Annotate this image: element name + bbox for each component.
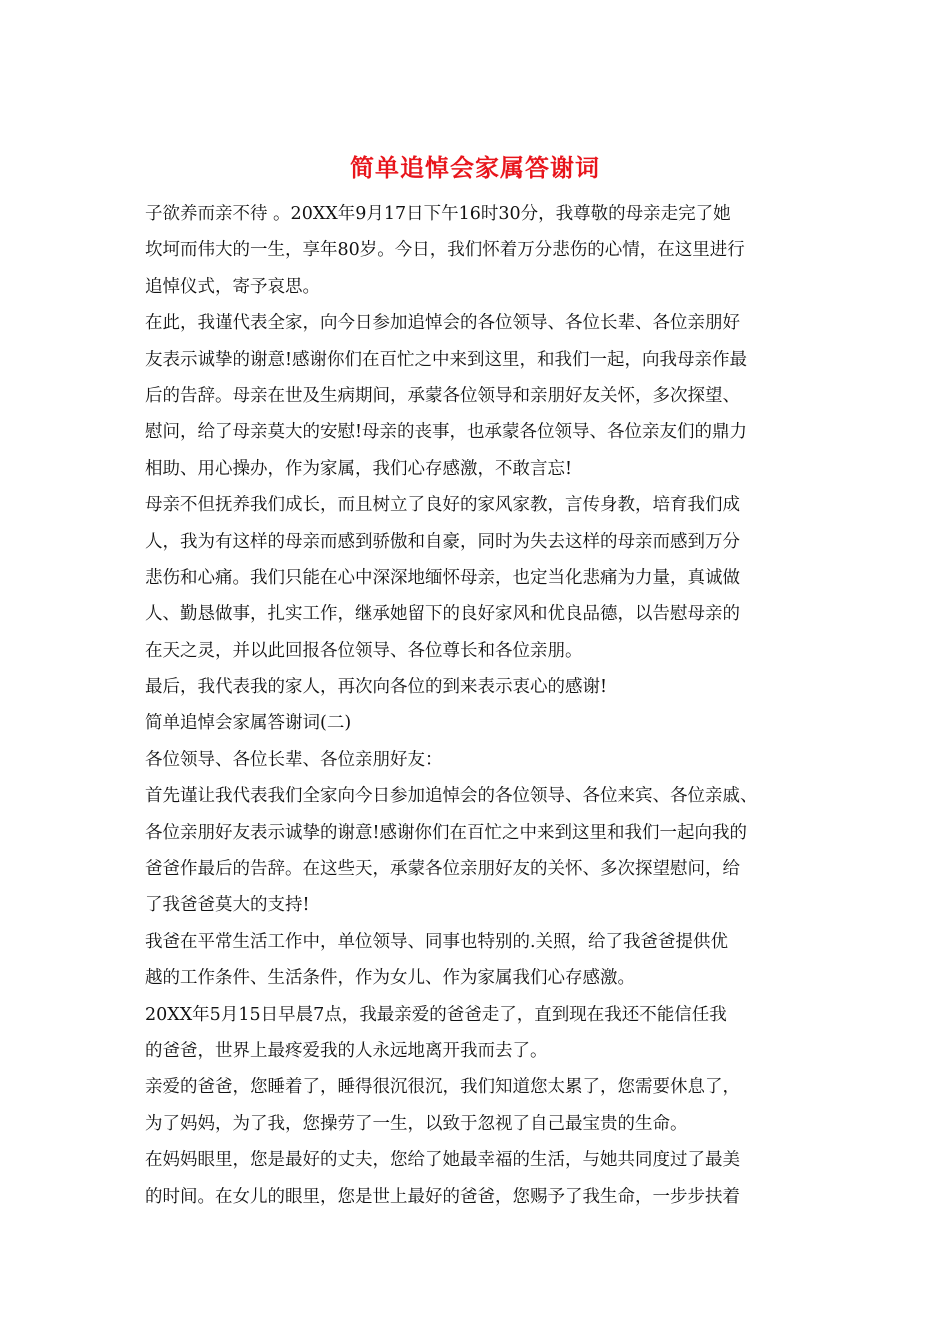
document-title: 简单追悼会家属答谢词 — [350, 154, 600, 182]
text-line: 悲伤和心痛。我们只能在心中深深地缅怀母亲，也定当化悲痛为力量，真诚做 — [145, 567, 740, 588]
text-line: 母亲不但抚养我们成长，而且树立了良好的家风家教，言传身教，培育我们成 — [145, 495, 740, 516]
text-line: 子欲养而亲不待 。20XX年9月17日下午16时30分，我尊敬的母亲走完了她 — [145, 204, 731, 224]
text-line: 最后，我代表我的家人，再次向各位的到来表示衷心的感谢! — [145, 677, 608, 698]
text-line: 的爸爸，世界上最疼爱我的人永远地离开我而去了。 — [145, 1040, 548, 1061]
section-heading: 简单追悼会家属答谢词(二) — [145, 713, 352, 734]
text-line: 我爸在平常生活工作中，单位领导、同事也特别的.关照，给了我爸爸提供优 — [145, 931, 729, 952]
text-line: 20XX年5月15日早晨7点，我最亲爱的爸爸走了，直到现在我还不能信任我 — [145, 1004, 727, 1025]
text-line: 在妈妈眼里，您是最好的丈夫，您给了她最幸福的生活，与她共同度过了最美 — [145, 1150, 740, 1171]
text-line: 越的工作条件、生活条件，作为女儿、作为家属我们心存感激。 — [145, 968, 635, 989]
text-line: 各位亲朋好友表示诚挚的谢意!感谢你们在百忙之中来到这里和我们一起向我的 — [145, 822, 748, 843]
text-line: 相助、用心操办，作为家属，我们心存感激，不敢言忘! — [145, 458, 573, 479]
text-line: 追悼仪式，寄予哀思。 — [145, 276, 320, 297]
text-line: 友表示诚挚的谢意!感谢你们在百忙之中来到这里，和我们一起，向我母亲作最 — [145, 349, 748, 370]
text-line: 为了妈妈，为了我，您操劳了一生，以致于忽视了自己最宝贵的生命。 — [145, 1113, 688, 1134]
text-line: 了我爸爸莫大的支持! — [145, 895, 310, 916]
text-line: 爸爸作最后的告辞。在这些天，承蒙各位亲朋好友的关怀、多次探望慰问，给 — [145, 859, 740, 880]
text-line: 后的告辞。母亲在世及生病期间，承蒙各位领导和亲朋好友关怀，多次探望、 — [145, 385, 740, 406]
text-line: 亲爱的爸爸，您睡着了，睡得很沉很沉，我们知道您太累了，您需要休息了， — [145, 1077, 740, 1098]
text-line: 慰问，给了母亲莫大的安慰!母亲的丧事，也承蒙各位领导、各位亲友们的鼎力 — [145, 422, 748, 443]
text-line: 在天之灵，并以此回报各位领导、各位尊长和各位亲朋。 — [145, 640, 583, 661]
text-line: 的时间。在女儿的眼里，您是世上最好的爸爸，您赐予了我生命，一步步扶着 — [145, 1186, 740, 1207]
text-line: 坎坷而伟大的一生，享年80岁。今日，我们怀着万分悲伤的心情，在这里进行 — [145, 240, 745, 261]
text-line: 在此，我谨代表全家，向今日参加追悼会的各位领导、各位长辈、各位亲朋好 — [145, 313, 740, 334]
text-line: 首先谨让我代表我们全家向今日参加追悼会的各位领导、各位来宾、各位亲戚、 — [145, 786, 758, 807]
text-line: 各位领导、各位长辈、各位亲朋好友： — [145, 749, 443, 770]
text-line: 人，我为有这样的母亲而感到骄傲和自豪，同时为失去这样的母亲而感到万分 — [145, 531, 740, 552]
document-body — [145, 196, 825, 1215]
text-line: 人、勤恳做事，扎实工作，继承她留下的良好家风和优良品德，以告慰母亲的 — [145, 604, 740, 625]
